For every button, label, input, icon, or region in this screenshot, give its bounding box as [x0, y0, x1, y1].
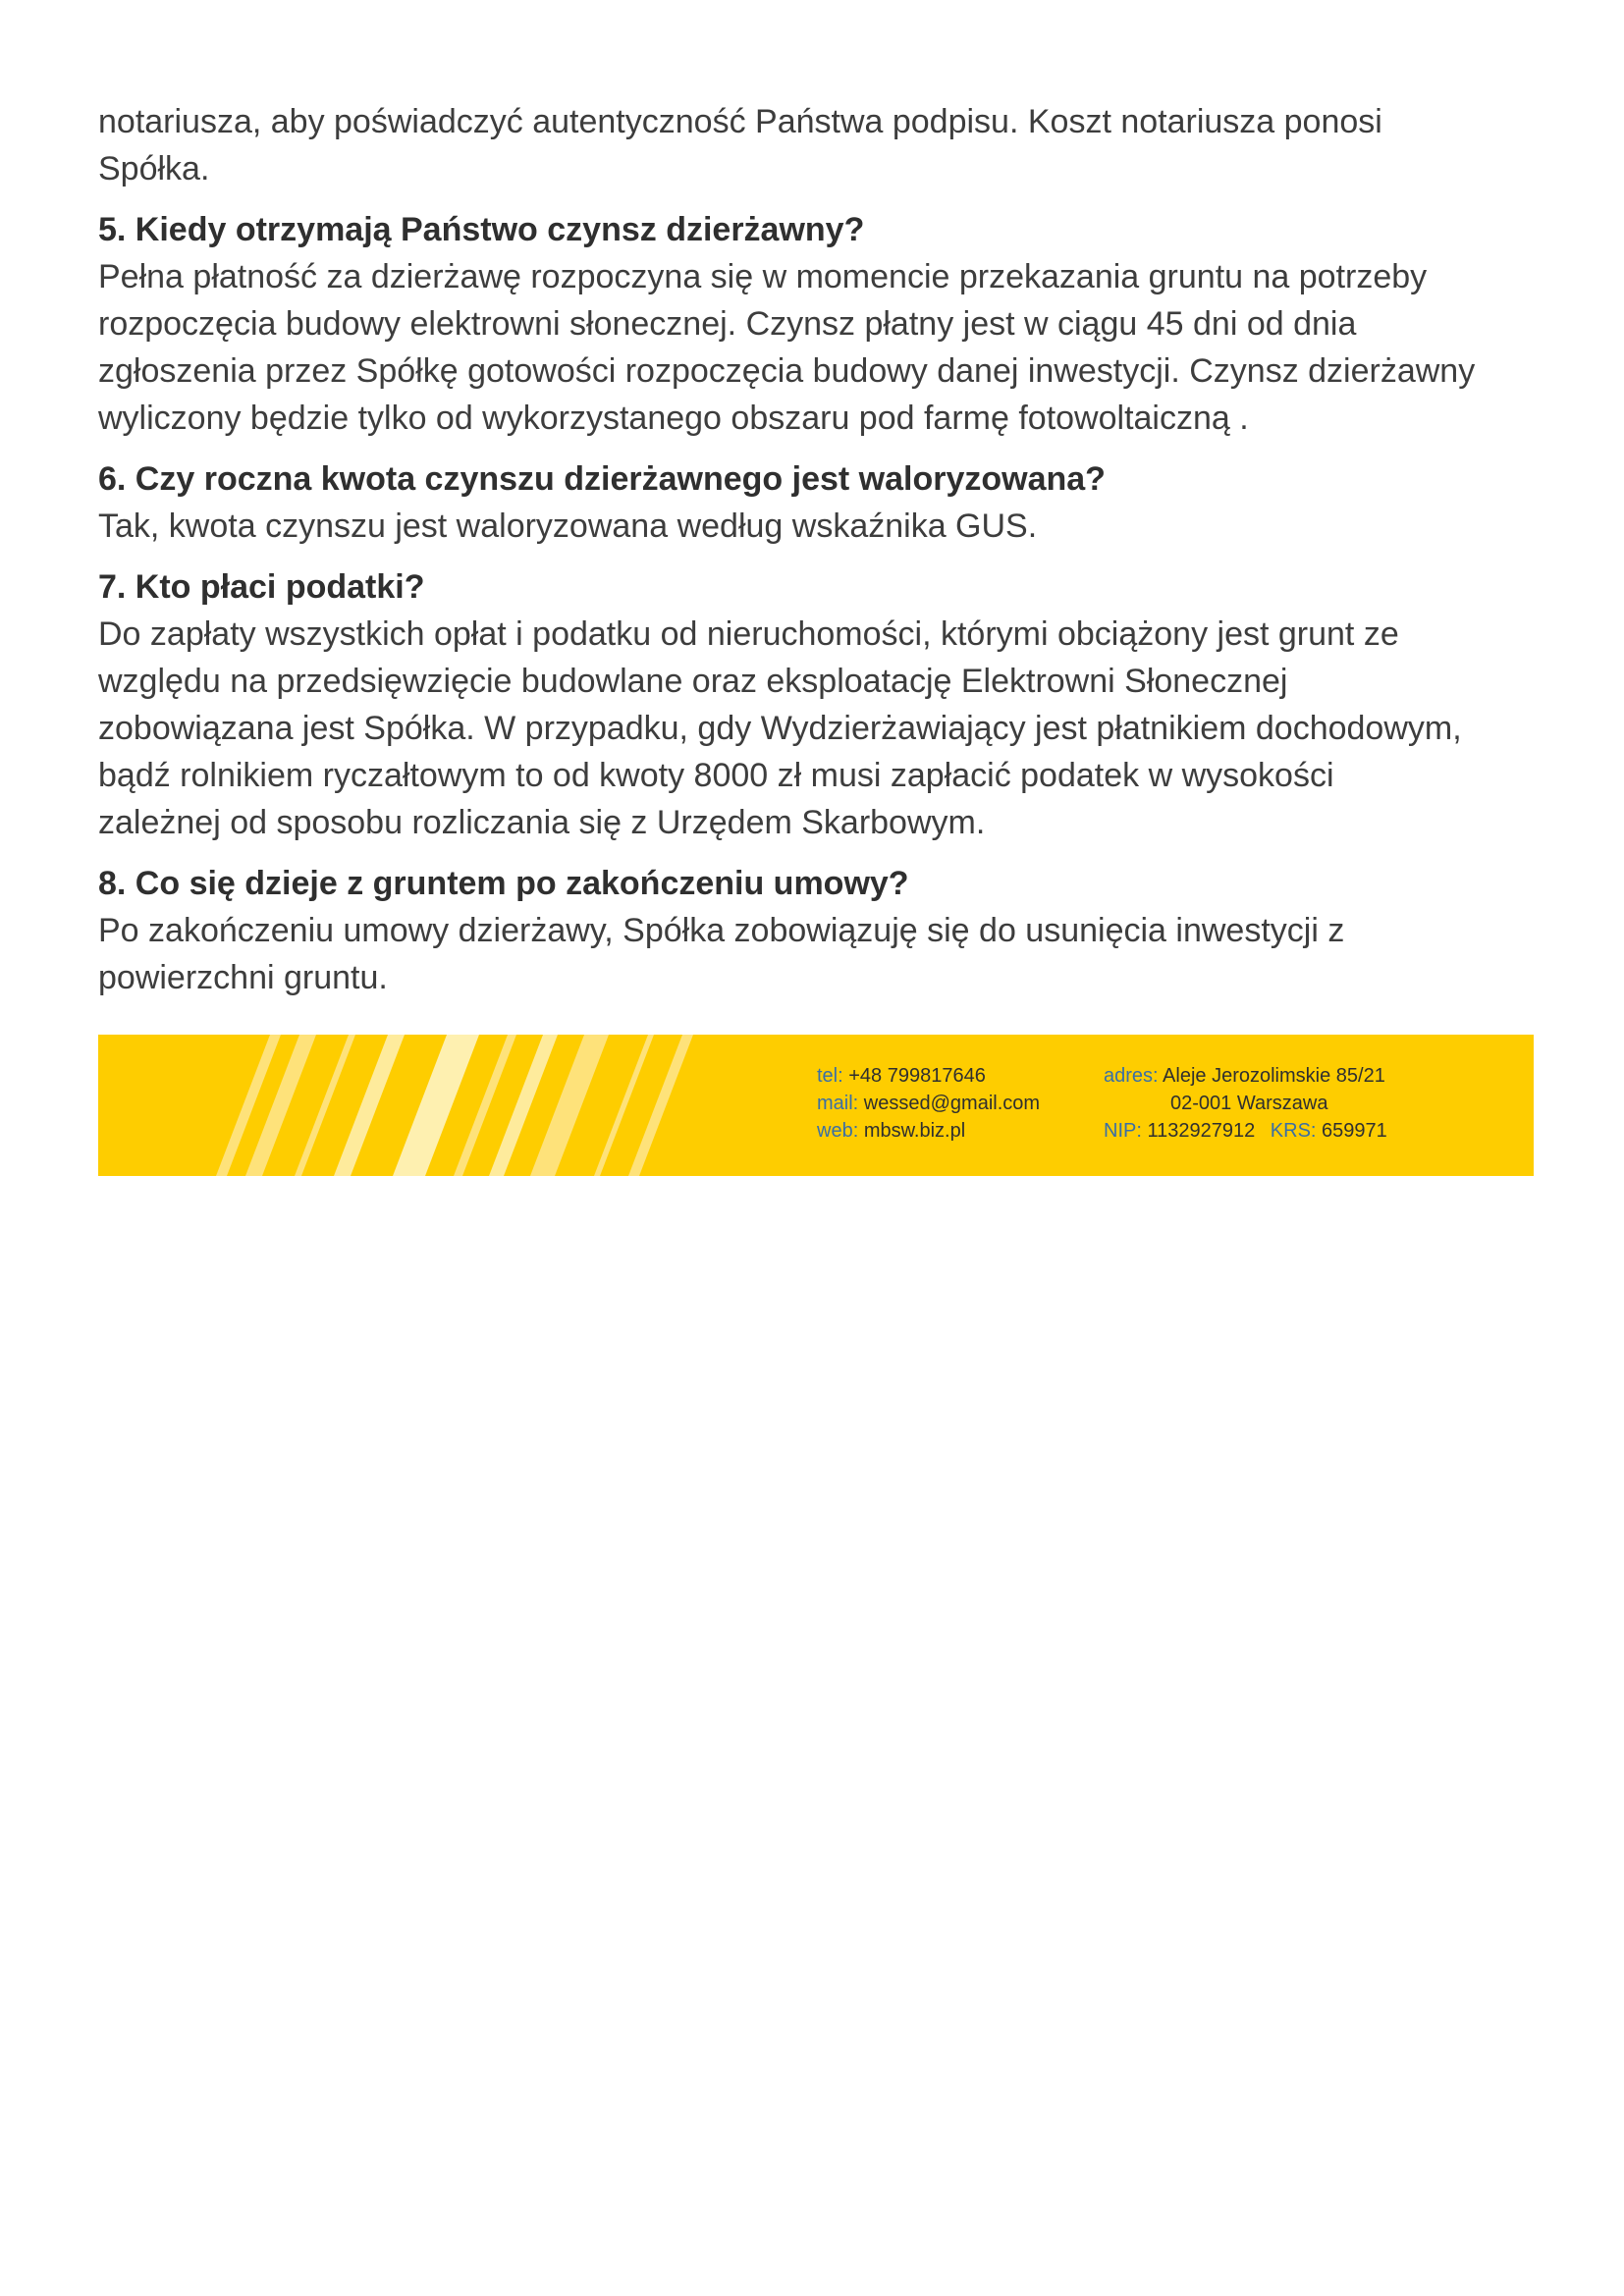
- faq-section-6: [98, 455, 1542, 550]
- faq-answer-line: powierzchni gruntu.: [98, 959, 388, 996]
- faq-section-5: [98, 206, 1542, 442]
- faq-answer-line: Pełna płatność za dzierżawę rozpoczyna się w momencie przekazania gruntu na potrzeby: [98, 258, 1428, 295]
- address-label: adres:: [1104, 1065, 1159, 1087]
- faq-heading: 6. Czy roczna kwota czynszu dzierżawnego jest waloryzowana?: [98, 460, 1106, 498]
- faq-heading: 5. Kiedy otrzymają Państwo czynsz dzierżawny?: [98, 211, 865, 248]
- faq-answer-line: Do zapłaty wszystkich opłat i podatku od nieruchomości, którymi obciążony jest grunt ze: [98, 615, 1399, 653]
- faq-answer-line: Po zakończeniu umowy dzierżawy, Spółka zobowiązuję się do usunięcia inwestycji z: [98, 912, 1345, 949]
- mail-label: mail:: [817, 1093, 859, 1114]
- phone-number: +48 799817646: [848, 1065, 986, 1087]
- faq-answer-line: zgłoszenia przez Spółkę gotowości rozpoczęcia budowy danej inwestycji. Czynsz dzierżawny: [98, 352, 1476, 390]
- document-body: [98, 98, 1542, 1001]
- faq-answer-line: Tak, kwota czynszu jest waloryzowana według wskaźnika GUS.: [98, 507, 1038, 545]
- email-address: wessed@gmail.com: [863, 1093, 1041, 1114]
- website: mbsw.biz.pl: [863, 1120, 966, 1142]
- address-line-1: [1104, 1062, 1387, 1090]
- intro-line: Spółka.: [98, 150, 210, 187]
- mail-line: [817, 1090, 1040, 1117]
- krs-label: KRS:: [1270, 1120, 1317, 1142]
- faq-answer-line: względu na przedsięwzięcie budowlane oraz eksploatację Elektrowni Słonecznej: [98, 663, 1288, 700]
- faq-answer-line: rozpoczęcia budowy elektrowni słonecznej. Czynsz płatny jest w ciągu 45 dni od dnia: [98, 305, 1357, 343]
- faq-section-8: [98, 860, 1542, 1001]
- phone-label: tel:: [817, 1065, 843, 1087]
- contact-column-left: [817, 1062, 1040, 1145]
- intro-line: notariusza, aby poświadczyć autentyczność Państwa podpisu. Koszt notariusza ponosi: [98, 103, 1382, 140]
- faq-answer-line: bądź rolnikiem ryczałtowym to od kwoty 8000 zł musi zapłacić podatek w wysokości: [98, 757, 1334, 794]
- faq-heading: 8. Co się dzieje z gruntem po zakończeniu umowy?: [98, 865, 909, 902]
- krs-number: 659971: [1322, 1120, 1387, 1142]
- nip-number: 1132927912: [1147, 1120, 1256, 1142]
- address-line-2: [1104, 1090, 1387, 1117]
- web-label: web:: [817, 1120, 859, 1142]
- faq-section-7: [98, 563, 1542, 846]
- web-line: [817, 1117, 1040, 1145]
- phone-line: [817, 1062, 1040, 1090]
- faq-answer-line: wyliczony będzie tylko od wykorzystanego obszaru pod farmę fotowoltaiczną .: [98, 400, 1249, 437]
- nip-label: NIP:: [1104, 1120, 1142, 1142]
- faq-answer-line: zobowiązana jest Spółka. W przypadku, gdy Wydzierżawiający jest płatnikiem dochodowym,: [98, 710, 1462, 747]
- contact-footer-banner: [98, 1035, 1534, 1176]
- faq-answer-line: zależnej od sposobu rozliczania się z Urzędem Skarbowym.: [98, 804, 986, 841]
- faq-heading: 7. Kto płaci podatki?: [98, 568, 425, 606]
- contact-column-right: [1104, 1062, 1387, 1145]
- registry-line: [1104, 1117, 1387, 1145]
- intro-paragraph: [98, 98, 1542, 192]
- decorative-stripes: [98, 1035, 805, 1176]
- address-city: 02-001 Warszawa: [1170, 1093, 1328, 1114]
- address-street: Aleje Jerozolimskie 85/21: [1163, 1065, 1385, 1087]
